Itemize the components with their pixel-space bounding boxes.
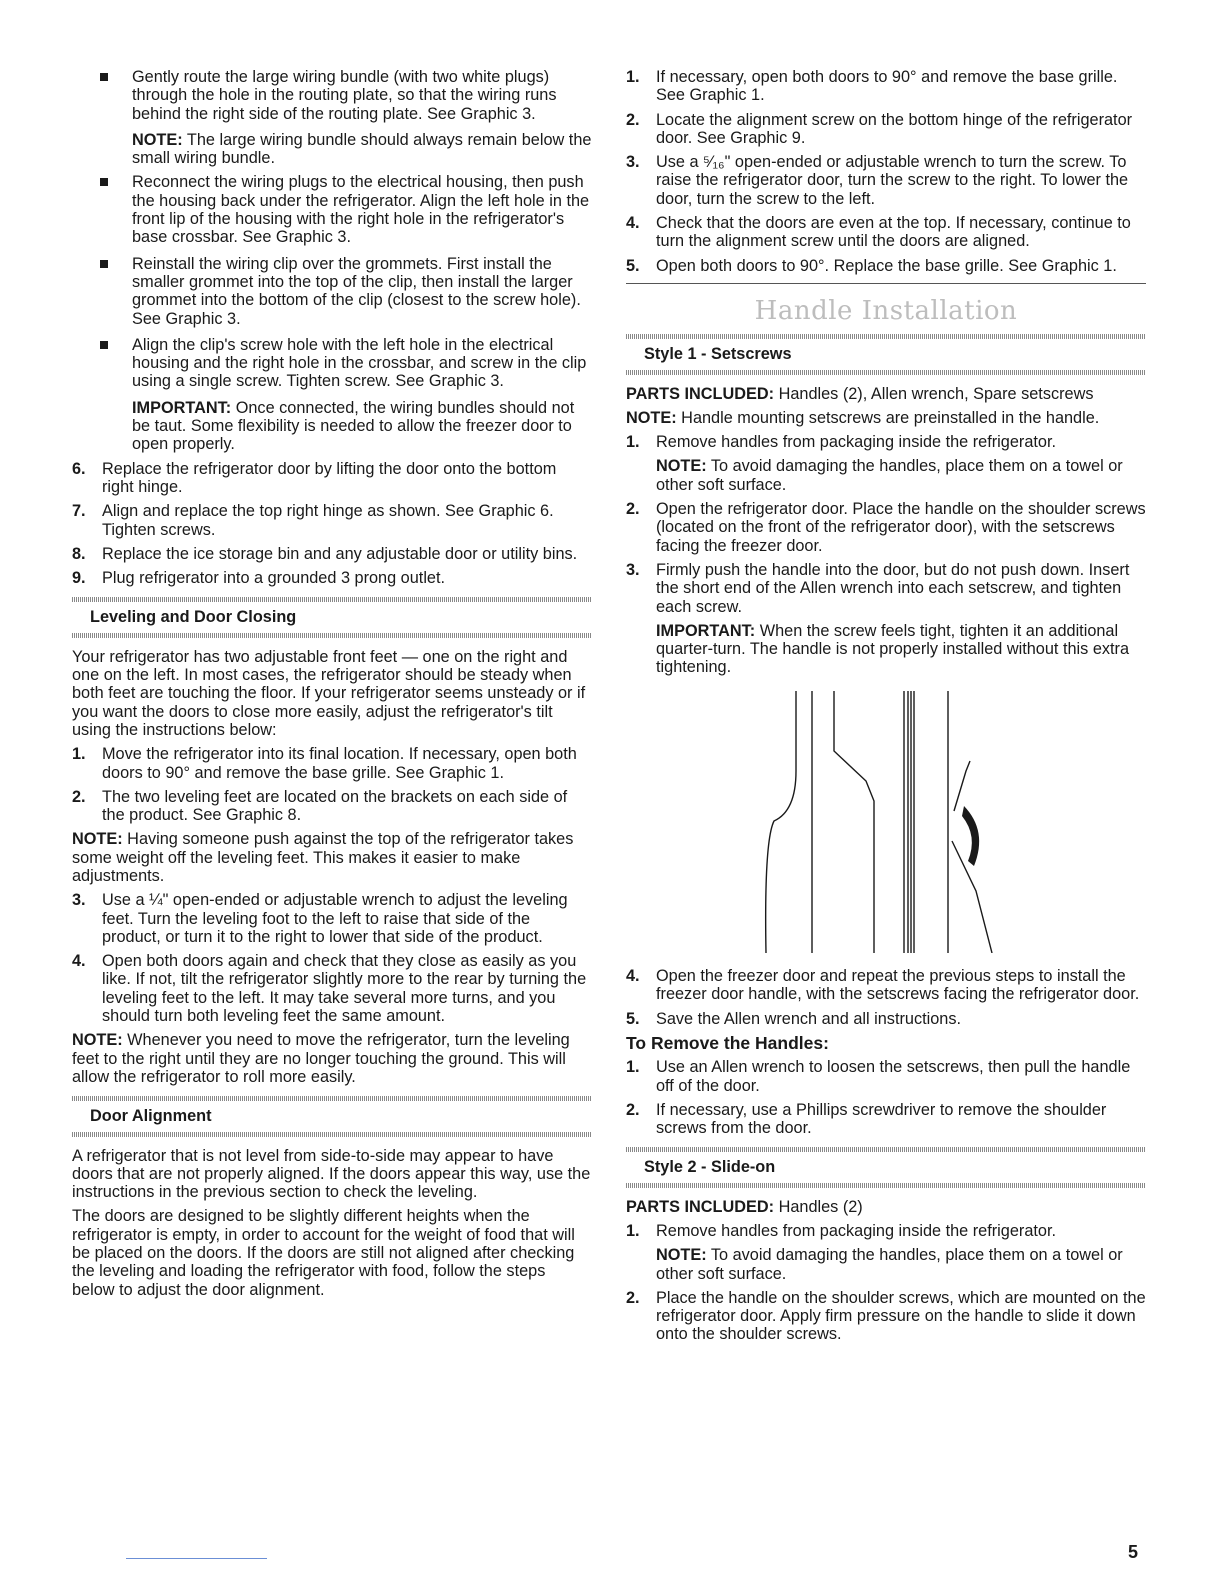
step-item: 2. Locate the alignment screw on the bottom hinge of the refrigerator door. See Graphic 9. xyxy=(626,110,1133,147)
step-item: 3. Use a ¼" open-ended or adjustable wrench to adjust the leveling feet. Turn the leveling foot to the left to raise that side of the product, or turn it to the right to lower that side of the product. xyxy=(72,891,568,946)
step-item: 1. If necessary, open both doors to 90° and remove the base grille. See Graphic 1. xyxy=(626,68,1118,105)
step-item: 1. Use an Allen wrench to loosen the setscrews, then pull the handle off of the door. xyxy=(626,1058,1131,1095)
step-item: 4. Check that the doors are even at the top. If necessary, continue to turn the alignment screw until the doors are aligned. xyxy=(626,214,1131,251)
step-item: 4. Open both doors again and check that they close as easily as you like. If not, tilt the refrigerator slightly more to the rear by turning the leveling feet to the left. It may take several more turns, and you should turn both leveling feet the same amount. xyxy=(72,952,587,1026)
step-item: 3. Use a ⁵⁄₁₆" open-ended or adjustable wrench to turn the screw. To raise the refrigerator door, turn the screw to the right. To lower the door, turn the screw to the left. xyxy=(626,153,1129,208)
right-column xyxy=(626,68,1146,1350)
note: NOTE: To avoid damaging the handles, place them on a towel or other soft surface. xyxy=(656,457,1123,494)
step-item: 2. Place the handle on the shoulder screws, which are mounted on the refrigerator door. Apply firm pressure on the handle to slide it down onto the shoulder screws. xyxy=(626,1288,1146,1344)
leveling-section xyxy=(72,597,592,637)
bullet-icon xyxy=(100,178,108,186)
section-heading: Leveling and Door Closing xyxy=(90,608,297,627)
section-heading: Style 1 - Setscrews xyxy=(644,345,792,364)
step-item: 1. Remove handles from packaging inside the refrigerator. xyxy=(626,433,1057,452)
subsection-heading: To Remove the Handles: xyxy=(626,1032,829,1053)
step-item: 2. Open the refrigerator door. Place the handle on the shoulder screws (located on the front of the refrigerator door), with the setscrews facing the freezer door. xyxy=(626,500,1146,555)
note: NOTE: To avoid damaging the handles, place them on a towel or other soft surface. xyxy=(656,1246,1123,1283)
bullet-item: Align the clip's screw hole with the left hole in the electrical housing and the right hole in the crossbar, and screw in the clip using a single screw. Tighten screw. See Graphic 3. xyxy=(72,336,592,391)
step-item: 4. Open the freezer door and repeat the previous steps to install the freezer door handle, with the setscrews facing the refrigerator door. xyxy=(626,967,1140,1004)
divider xyxy=(72,633,592,638)
note: NOTE: The large wiring bundle should always remain below the small wiring bundle. xyxy=(132,130,592,168)
step-item: 9. Plug refrigerator into a grounded 3 prong outlet. xyxy=(72,569,446,588)
note: NOTE: Whenever you need to move the refrigerator, turn the leveling feet to the right until they are no longer touching the ground. This will allow the refrigerator to roll more easily. xyxy=(72,1031,570,1086)
divider xyxy=(626,1183,1146,1188)
door-gap-lines xyxy=(904,691,914,953)
page-number: 5 xyxy=(1128,1542,1139,1562)
section-heading: Door Alignment xyxy=(90,1107,212,1126)
step-item: 2. The two leveling feet are located on the brackets on each side of the product. See Graphic 8. xyxy=(72,787,568,825)
style2-section xyxy=(626,1147,1146,1187)
divider xyxy=(626,370,1146,375)
step-item: 5. Open both doors to 90°. Replace the base grille. See Graphic 1. xyxy=(626,256,1117,275)
parts-included: PARTS INCLUDED: Handles (2) xyxy=(626,1197,863,1216)
door-alignment-section xyxy=(72,1096,592,1136)
step-item: 3. Firmly push the handle into the door, but do not push down. Insert the short end of the Allen wrench into each setscrew, and tighten each screw. xyxy=(626,560,1130,616)
step-item: 8. Replace the ice storage bin and any adjustable door or utility bins. xyxy=(72,544,578,563)
important-note: IMPORTANT: When the screw feels tight, tighten it an additional quarter-turn. The handle is not properly installed without this extra tightening. xyxy=(656,621,1130,677)
handle-outline xyxy=(766,691,796,953)
rotation-arrow-icon xyxy=(962,806,979,866)
bullet-icon xyxy=(100,73,108,81)
allen-wrench xyxy=(954,761,970,811)
step-item: 2. If necessary, use a Phillips screwdriver to remove the shoulder screws from the door. xyxy=(626,1100,1107,1138)
note: NOTE: Having someone push against the top of the refrigerator takes some weight off the leveling feet. This makes it easier to make adjustments. xyxy=(72,830,574,885)
section-heading: Style 2 - Slide-on xyxy=(644,1158,776,1177)
parts-included: PARTS INCLUDED: Handles (2), Allen wrench, Spare setscrews xyxy=(626,384,1094,403)
step-item: 6. Replace the refrigerator door by lifting the door onto the bottom right hinge. xyxy=(72,459,557,496)
step-item: 1. Remove handles from packaging inside the refrigerator. xyxy=(626,1221,1057,1240)
bullet-item: Gently route the large wiring bundle (with two white plugs) through the hole in the routing plate, so that the wiring runs behind the right side of the routing plate. See Graphic 3. xyxy=(72,68,592,123)
style1-section xyxy=(626,334,1146,374)
bullet-item: Reconnect the wiring plugs to the electrical housing, then push the housing back under the refrigerator. Align the left hole in the front lip of the housing with the right hole in the refrigerator's base crossbar. See Graphic 3. xyxy=(72,173,592,246)
handle-outline xyxy=(834,691,874,953)
bullet-icon xyxy=(100,260,108,268)
handle-installation-illustration xyxy=(756,691,1016,953)
step-item: 7. Align and replace the top right hinge as shown. See Graphic 6. Tighten screws. xyxy=(72,502,554,539)
step-item: 5. Save the Allen wrench and all instructions. xyxy=(626,1009,961,1028)
bullet-icon xyxy=(100,341,108,349)
divider xyxy=(72,1132,592,1137)
paragraph: The doors are designed to be slightly different heights when the refrigerator is empty, in order to account for the weight of food that will be placed on the doors. If the doors are still not aligned after checking the leveling and loading the refrigerator with food, follow the steps below to adjust the door alignment. xyxy=(72,1207,575,1299)
paragraph: A refrigerator that is not level from side-to-side may appear to have doors that are not properly aligned. If the doors appear this way, use the instructions in the previous section to check the leveling. xyxy=(72,1146,591,1202)
footer-rule xyxy=(126,1558,267,1559)
paragraph: Your refrigerator has two adjustable front feet — one on the right and one on the left. In most cases, the refrigerator should be steady when both feet are touching the floor. If your refrigerator seems unsteady or if you want the doors to close more easily, adjust the refrigerator's tilt using the instructions below: xyxy=(72,647,586,739)
important-note: IMPORTANT: Once connected, the wiring bundles should not be taut. Some flexibility is needed to allow the freezer door to open properly. xyxy=(132,398,575,454)
note: NOTE: Handle mounting setscrews are preinstalled in the handle. xyxy=(626,408,1100,427)
left-column xyxy=(72,68,592,1305)
section-title: Handle Installation xyxy=(754,295,1018,326)
bullet-item: Reinstall the wiring clip over the grommets. First install the smaller grommet into the top of the clip, then install the larger grommet into the bottom of the clip (closest to the screw hole). See Graphic 3. xyxy=(72,255,592,328)
step-item: 1. Move the refrigerator into its final location. If necessary, open both doors to 90° and remove the base grille. See Graphic 1. xyxy=(72,745,577,782)
